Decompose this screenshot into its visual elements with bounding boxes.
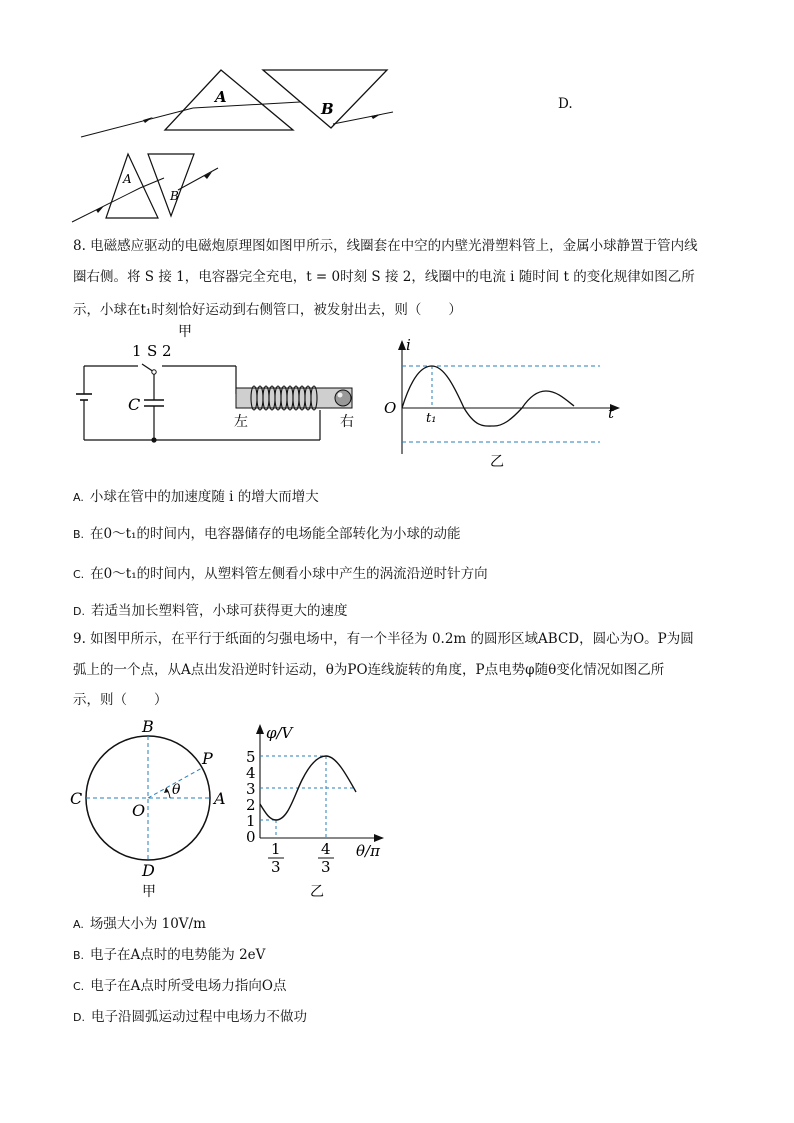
q8-option-b: B. 在0～t₁的时间内，电容器储存的电场能全部转化为小球的动能 xyxy=(73,526,461,542)
i-axis-label: i xyxy=(406,336,411,354)
q8-current-graph xyxy=(378,336,628,474)
tube-left-label: 左 xyxy=(234,414,248,430)
q9-circle-figure xyxy=(66,716,236,900)
q9-option-d: D. 电子沿圆弧运动过程中电场力不做功 xyxy=(73,1009,307,1025)
point-b-label: B xyxy=(142,717,154,736)
prev-option-figure-large xyxy=(75,62,405,142)
y-tick-2: 2 xyxy=(246,796,256,814)
q8-option-d: D. 若适当加长塑料管，小球可获得更大的速度 xyxy=(73,603,348,619)
origin-label: O xyxy=(384,399,397,417)
fig-small-label-b: B xyxy=(170,189,179,203)
q9-line-3: 示，则（ ） xyxy=(73,692,168,708)
t-axis-label: t xyxy=(608,404,615,422)
q8-line-2: 圈右侧。将 S 接 1，电容器完全充电，t = 0时刻 S 接 2，线圈中的电流 i 随时间 t 的变化规律如图乙所 xyxy=(73,269,695,285)
t1-label: t₁ xyxy=(426,411,437,426)
q8-option-c: C. 在0～t₁的时间内，从塑料管左侧看小球中产生的涡流沿逆时针方向 xyxy=(73,566,488,582)
switch-label-1: 1 xyxy=(132,342,142,360)
q9-option-c: C. 电子在A点时所受电场力指向O点 xyxy=(73,978,287,994)
fig-label-b: B xyxy=(321,100,334,118)
switch-label-s: S xyxy=(147,342,158,360)
q8-option-a: A. 小球在管中的加速度随 i 的增大而增大 xyxy=(73,489,319,505)
figure-caption-jia-9: 甲 xyxy=(142,884,156,900)
q9-option-a: A. 场强大小为 10V/m xyxy=(73,916,206,932)
theta-axis-label: θ/π xyxy=(356,842,380,860)
q9-option-b: B. 电子在A点时的电势能为 2eV xyxy=(73,947,266,963)
q9-potential-graph xyxy=(238,716,398,900)
y-tick-1: 1 xyxy=(246,812,256,830)
q8-line-1: 8. 电磁感应驱动的电磁炮原理图如图甲所示，线圈套在中空的内壁光滑塑料管上，金属小球静置于管内线 xyxy=(73,238,698,254)
center-o-label: O xyxy=(132,801,146,820)
option-d-label: D. xyxy=(558,96,573,112)
figure-caption-yi: 乙 xyxy=(490,454,504,470)
x-tick-1-den: 3 xyxy=(271,858,281,876)
q9-line-1: 9. 如图甲所示，在平行于纸面的匀强电场中，有一个半径为 0.2m 的圆形区域ABCD，圆心为O。P为圆 xyxy=(73,631,694,647)
fig-small-label-a: A xyxy=(123,172,132,186)
x-tick-1-num: 1 xyxy=(271,840,281,858)
q8-line-3: 示，小球在t₁时刻恰好运动到右侧管口，被发射出去，则（ ） xyxy=(73,302,462,318)
point-c-label: C xyxy=(70,789,83,808)
tube-right-label: 右 xyxy=(340,414,354,430)
phi-axis-label: φ/V xyxy=(266,724,293,742)
prev-option-figure-small xyxy=(68,150,228,228)
y-tick-3: 3 xyxy=(246,780,256,798)
y-tick-0: 0 xyxy=(246,828,256,846)
figure-caption-jia: 甲 xyxy=(178,324,192,340)
y-tick-4: 4 xyxy=(246,764,256,782)
capacitor-label: C xyxy=(128,395,141,414)
figure-caption-yi-9: 乙 xyxy=(310,884,324,900)
point-p-label: P xyxy=(202,749,213,768)
x-tick-2-num: 4 xyxy=(321,840,331,858)
x-tick-2-den: 3 xyxy=(321,858,331,876)
y-tick-5: 5 xyxy=(246,748,256,766)
q8-circuit-figure xyxy=(70,324,370,474)
point-a-label: A xyxy=(214,789,226,808)
q9-line-2: 弧上的一个点，从A点出发沿逆时针运动，θ为PO连线旋转的角度，P点电势φ随θ变化情况如图乙所 xyxy=(73,662,665,678)
switch-label-2: 2 xyxy=(162,342,172,360)
theta-label: θ xyxy=(172,782,181,798)
fig-label-a: A xyxy=(215,88,227,106)
point-d-label: D xyxy=(142,861,155,880)
